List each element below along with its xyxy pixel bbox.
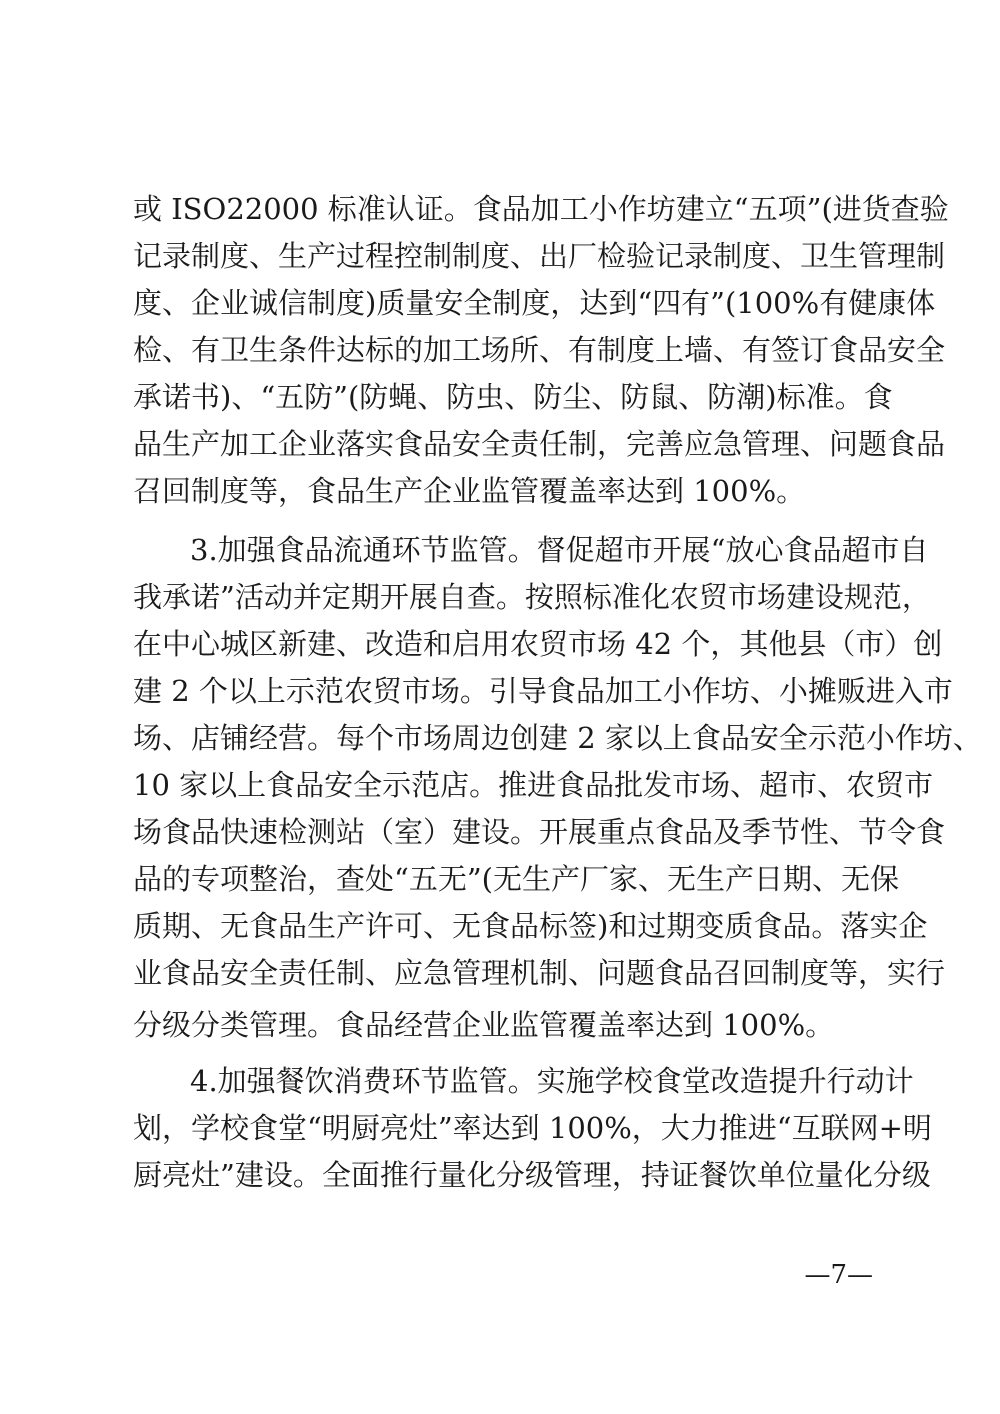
paragraph-2-line-10: 业食品安全责任制、应急管理机制、问题食品召回制度等，实行 [133, 956, 946, 990]
paragraph-1-line-5: 承诺书)、“五防”(防蝇、防虫、防尘、防鼠、防潮)标准。食 [133, 380, 893, 414]
paragraph-2-line-9: 质期、无食品生产许可、无食品标签)和过期变质食品。落实企 [133, 909, 928, 943]
paragraph-3-line-2: 划，学校食堂“明厨亮灶”率达到 100%，大力推进“互联网+明 [133, 1111, 932, 1145]
paragraph-2-line-5: 场、店铺经营。每个市场周边创建 2 家以上食品安全示范小作坊、 [133, 721, 982, 755]
paragraph-2-line-6: 10 家以上食品安全示范店。推进食品批发市场、超市、农贸市 [133, 768, 934, 802]
paragraph-1-line-6: 品生产加工企业落实食品安全责任制，完善应急管理、问题食品 [133, 427, 946, 461]
paragraph-2-line-7: 场食品快速检测站（室）建设。开展重点食品及季节性、节令食 [133, 815, 946, 849]
paragraph-1-line-1: 或 ISO22000 标准认证。食品加工小作坊建立“五项”(进货查验 [133, 192, 949, 226]
paragraph-2-line-3: 在中心城区新建、改造和启用农贸市场 42 个，其他县（市）创 [133, 627, 943, 661]
paragraph-2-line-11: 分级分类管理。食品经营企业监管覆盖率达到 100%。 [133, 1008, 835, 1042]
paragraph-1-line-2: 记录制度、生产过程控制制度、出厂检验记录制度、卫生管理制 [133, 239, 946, 273]
paragraph-2-line-8: 品的专项整治，查处“五无”(无生产厂家、无生产日期、无保 [133, 862, 899, 896]
paragraph-3-line-1: 4.加强餐饮消费环节监管。实施学校食堂改造提升行动计 [190, 1064, 914, 1098]
paragraph-2-line-4: 建 2 个以上示范农贸市场。引导食品加工小作坊、小摊贩进入市 [133, 674, 953, 708]
paragraph-2-line-2: 我承诺”活动并定期开展自查。按照标准化农贸市场建设规范， [133, 580, 931, 614]
page-number: —7— [804, 1260, 873, 1290]
paragraph-1-line-3: 度、企业诚信制度)质量安全制度，达到“四有”(100%有健康体 [133, 286, 936, 320]
paragraph-2-line-1: 3.加强食品流通环节监管。督促超市开展“放心食品超市自 [190, 533, 929, 567]
paragraph-1-line-7: 召回制度等，食品生产企业监管覆盖率达到 100%。 [133, 474, 806, 508]
paragraph-3-line-3: 厨亮灶”建设。全面推行量化分级管理，持证餐饮单位量化分级 [133, 1158, 931, 1192]
paragraph-1-line-4: 检、有卫生条件达标的加工场所、有制度上墙、有签订食品安全 [133, 333, 946, 367]
